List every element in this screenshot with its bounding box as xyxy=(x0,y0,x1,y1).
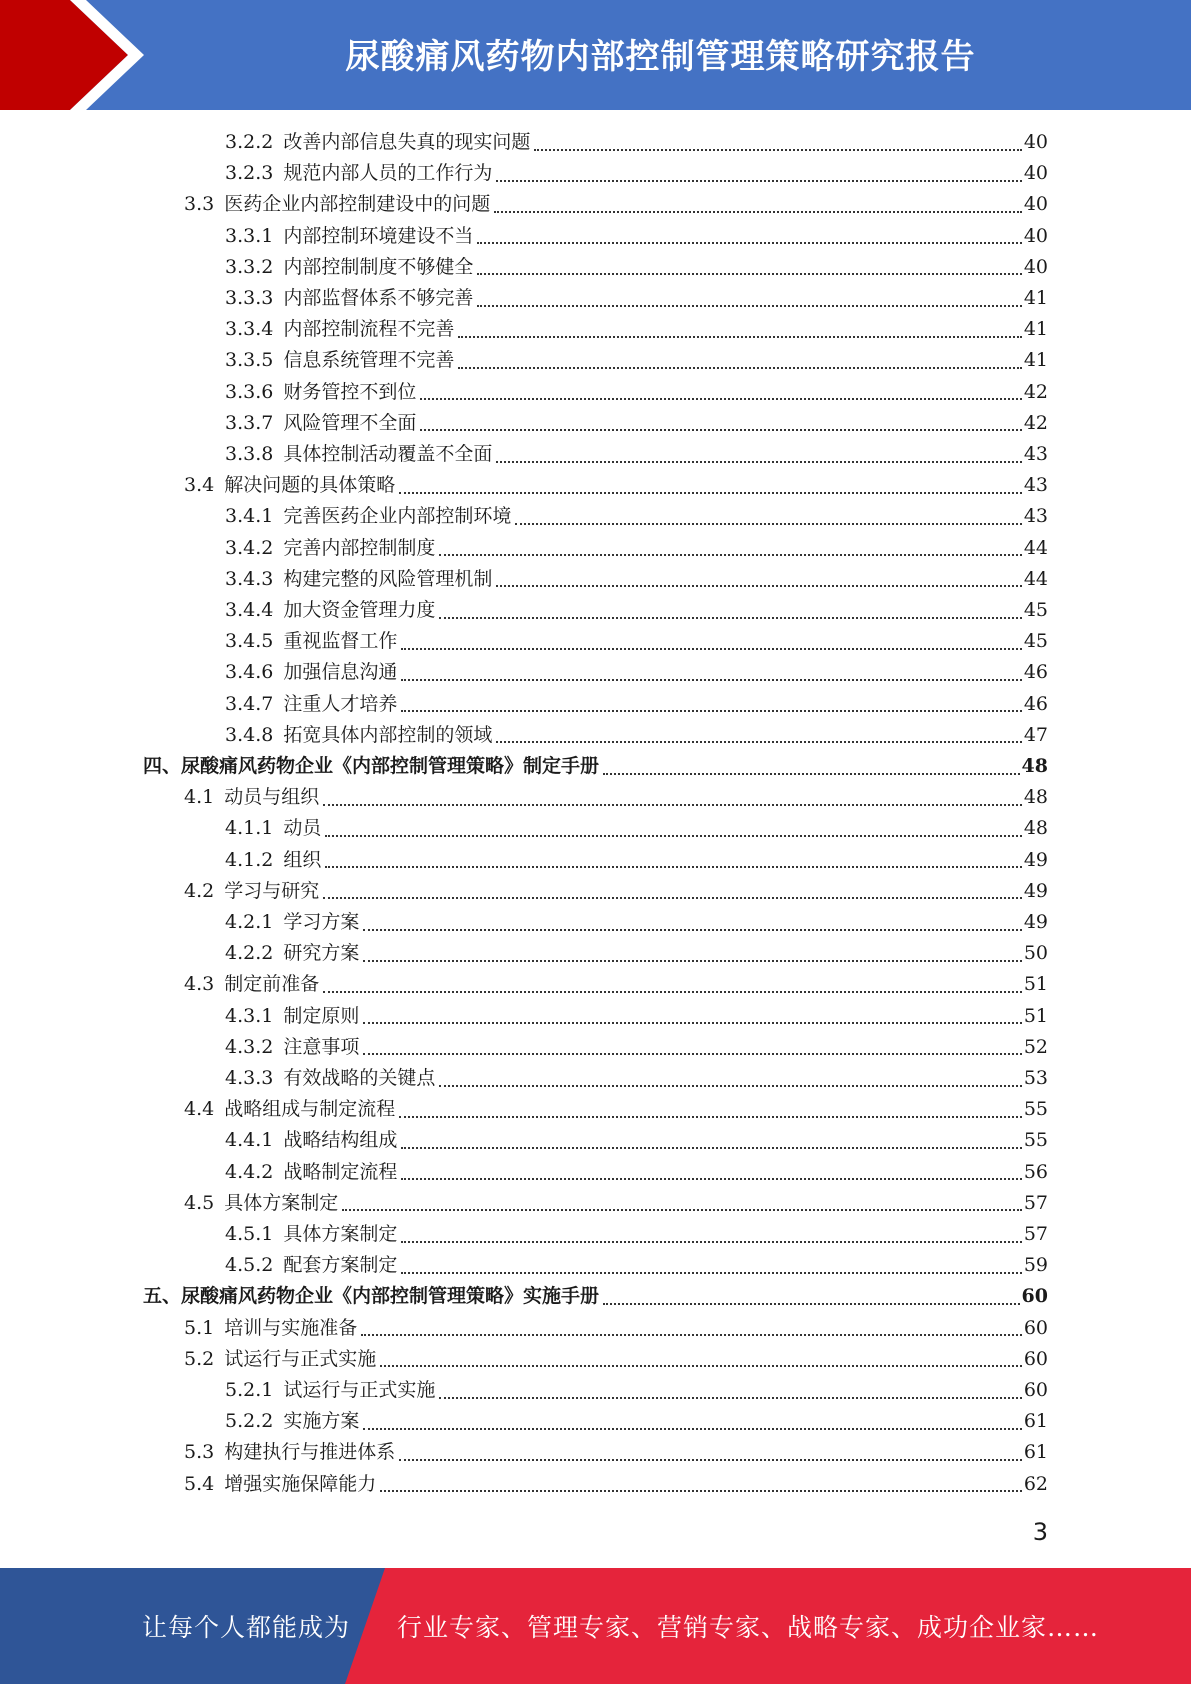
toc-entry[interactable] xyxy=(184,189,1048,220)
toc-entry[interactable] xyxy=(184,1344,1048,1375)
toc-entry-title: 构建执行与推进体系 xyxy=(224,1441,396,1464)
toc-entry-title: 风险管理不全面 xyxy=(283,411,417,434)
toc-entry[interactable] xyxy=(225,158,1048,189)
toc-entry[interactable] xyxy=(225,938,1048,969)
toc-entry-title: 动员 xyxy=(283,817,322,840)
toc-entry-title: 规范内部人员的工作行为 xyxy=(283,162,493,185)
toc-entry[interactable] xyxy=(225,377,1048,408)
toc-dot-leader xyxy=(401,1241,1021,1243)
toc-entry-title: 试运行与正式实施 xyxy=(224,1347,377,1370)
toc-entry-title: 战略组成与制定流程 xyxy=(224,1098,396,1121)
toc-entry-page: 60 xyxy=(1023,1347,1048,1370)
toc-entry-number: 3.3 xyxy=(184,193,215,216)
toc-entry-number: 3.3.3 xyxy=(225,287,274,309)
toc-dot-leader xyxy=(399,1459,1022,1461)
toc-entry-page: 46 xyxy=(1023,661,1048,684)
toc-entry[interactable] xyxy=(225,345,1048,376)
toc-entry-page: 60 xyxy=(1023,1316,1048,1339)
toc-entry-page: 41 xyxy=(1023,349,1048,372)
toc-entry-number: 5.2.2 xyxy=(225,1410,274,1433)
toc-dot-leader xyxy=(420,429,1021,431)
toc-entry-number: 四、 xyxy=(143,755,182,777)
toc-entry-title: 加强信息沟通 xyxy=(283,661,398,684)
toc-entry-page: 50 xyxy=(1023,942,1048,965)
toc-dot-leader xyxy=(342,1209,1022,1211)
toc-entry[interactable] xyxy=(225,1375,1048,1406)
toc-dot-leader xyxy=(399,1116,1022,1118)
toc-dot-leader xyxy=(439,1085,1021,1087)
toc-entry-title: 拓宽具体内部控制的领域 xyxy=(283,723,493,746)
toc-entry[interactable] xyxy=(225,1219,1048,1250)
toc-entry-page: 47 xyxy=(1023,723,1048,746)
toc-entry-number: 4.4.1 xyxy=(225,1129,274,1152)
toc-entry-number: 3.3.7 xyxy=(225,411,274,434)
toc-entry[interactable] xyxy=(225,501,1048,532)
toc-entry-page: 44 xyxy=(1023,567,1048,590)
toc-entry-page: 48 xyxy=(1023,786,1048,809)
toc-dot-leader xyxy=(534,149,1021,151)
toc-dot-leader xyxy=(361,1334,1022,1336)
toc-dot-leader xyxy=(496,741,1021,743)
toc-entry-page: 44 xyxy=(1023,536,1048,559)
toc-dot-leader xyxy=(420,398,1021,400)
toc-entry-page: 62 xyxy=(1023,1472,1048,1495)
toc-dot-leader xyxy=(458,367,1021,369)
toc-entry-page: 43 xyxy=(1023,505,1048,528)
toc-entry[interactable] xyxy=(225,1250,1048,1281)
toc-entry-title: 尿酸痛风药物企业《内部控制管理策略》实施手册 xyxy=(181,1285,600,1308)
toc-entry[interactable] xyxy=(225,720,1048,751)
toc-entry-page: 45 xyxy=(1023,630,1048,653)
toc-dot-leader xyxy=(399,492,1022,494)
toc-entry-page: 40 xyxy=(1023,131,1048,153)
toc-dot-leader xyxy=(477,273,1021,275)
toc-entry[interactable] xyxy=(225,907,1048,938)
toc-entry-number: 3.2.2 xyxy=(225,131,274,153)
toc-entry-page: 59 xyxy=(1023,1254,1048,1277)
toc-entry-page: 42 xyxy=(1023,411,1048,434)
toc-entry[interactable] xyxy=(225,813,1048,844)
toc-entry-number: 4.3.1 xyxy=(225,1004,274,1027)
toc-entry[interactable] xyxy=(225,1157,1048,1188)
toc-entry-page: 60 xyxy=(1023,1379,1048,1401)
document-title: 尿酸痛风药物内部控制管理策略研究报告 xyxy=(345,36,976,77)
toc-entry-page: 48 xyxy=(1023,817,1048,840)
toc-entry-number: 4.3.3 xyxy=(225,1067,274,1089)
page-header xyxy=(0,0,1191,110)
toc-dot-leader xyxy=(477,242,1021,244)
toc-entry-title: 学习方案 xyxy=(283,911,360,933)
toc-entry[interactable] xyxy=(184,969,1048,1000)
toc-entry[interactable] xyxy=(225,595,1048,626)
toc-entry-number: 4.5.2 xyxy=(225,1254,274,1277)
toc-entry-number: 4.3.2 xyxy=(225,1035,274,1058)
toc-entry[interactable] xyxy=(225,283,1048,314)
toc-entry[interactable] xyxy=(225,1406,1048,1437)
toc-entry-number: 3.2.3 xyxy=(225,162,274,185)
toc-entry-page: 56 xyxy=(1023,1160,1048,1183)
toc-entry-number: 4.5 xyxy=(184,1191,215,1214)
toc-entry-title: 组织 xyxy=(283,848,322,871)
page-footer xyxy=(0,1568,1191,1684)
toc-entry-number: 4.1 xyxy=(184,786,215,809)
toc-entry-number: 3.3.1 xyxy=(225,224,274,247)
toc-entry-number: 3.3.5 xyxy=(225,349,274,372)
toc-entry-title: 构建完整的风险管理机制 xyxy=(283,567,493,590)
toc-entry-number: 4.4.2 xyxy=(225,1160,274,1183)
toc-entry-number: 4.5.1 xyxy=(225,1223,274,1245)
toc-entry-page: 45 xyxy=(1023,599,1048,621)
toc-entry[interactable] xyxy=(143,1281,1048,1312)
toc-dot-leader xyxy=(439,554,1021,556)
toc-entry-title: 具体方案制定 xyxy=(283,1223,398,1245)
toc-dot-leader xyxy=(401,1272,1021,1274)
toc-entry-number: 4.1.2 xyxy=(225,848,274,871)
toc-entry[interactable] xyxy=(225,533,1048,564)
toc-entry[interactable] xyxy=(225,1032,1048,1063)
toc-entry-title: 重视监督工作 xyxy=(283,630,398,653)
toc-dot-leader xyxy=(325,866,1021,868)
toc-entry-number: 5.1 xyxy=(184,1316,215,1339)
toc-entry-title: 完善内部控制制度 xyxy=(283,536,436,559)
footer-slogan-left: 让每个人都能成为 xyxy=(142,1613,351,1642)
toc-entry[interactable] xyxy=(184,470,1048,501)
toc-entry[interactable] xyxy=(225,408,1048,439)
toc-entry-page: 46 xyxy=(1023,692,1048,715)
toc-entry-number: 4.2.2 xyxy=(225,942,274,965)
toc-entry[interactable] xyxy=(225,1063,1048,1094)
toc-entry-title: 加大资金管理力度 xyxy=(283,599,436,621)
toc-entry[interactable] xyxy=(143,751,1048,782)
toc-entry-title: 内部控制制度不够健全 xyxy=(283,255,474,278)
toc-entry-page: 40 xyxy=(1023,162,1048,185)
toc-entry[interactable] xyxy=(225,252,1048,283)
toc-entry-number: 5.3 xyxy=(184,1441,215,1464)
toc-entry-number: 4.4 xyxy=(184,1098,215,1121)
toc-entry-page: 55 xyxy=(1023,1129,1048,1152)
toc-entry-number: 3.4 xyxy=(184,474,215,497)
toc-entry-title: 制定原则 xyxy=(283,1004,360,1027)
toc-entry-number: 3.4.1 xyxy=(225,505,274,528)
toc-dot-leader xyxy=(323,897,1022,899)
toc-entry-title: 改善内部信息失真的现实问题 xyxy=(283,131,531,153)
toc-entry[interactable] xyxy=(184,1188,1048,1219)
toc-entry-title: 实施方案 xyxy=(283,1410,360,1433)
toc-entry-title: 内部控制环境建设不当 xyxy=(283,224,474,247)
toc-entry[interactable] xyxy=(225,657,1048,688)
toc-entry-title: 培训与实施准备 xyxy=(224,1316,358,1339)
toc-dot-leader xyxy=(603,1303,1020,1305)
toc-entry[interactable] xyxy=(225,1001,1048,1032)
toc-dot-leader xyxy=(380,1365,1022,1367)
toc-entry-page: 51 xyxy=(1023,973,1048,996)
toc-dot-leader xyxy=(401,1178,1021,1180)
toc-dot-leader xyxy=(458,336,1021,338)
toc-entry-title: 增强实施保障能力 xyxy=(224,1472,377,1495)
toc-entry[interactable] xyxy=(225,845,1048,876)
toc-entry[interactable] xyxy=(184,782,1048,813)
toc-dot-leader xyxy=(496,585,1021,587)
toc-entry-number: 5.2 xyxy=(184,1347,215,1370)
toc-entry-title: 内部监督体系不够完善 xyxy=(283,287,474,309)
toc-entry-page: 41 xyxy=(1023,287,1048,309)
toc-entry[interactable] xyxy=(225,221,1048,252)
toc-entry-title: 注意事项 xyxy=(283,1035,360,1058)
toc-entry-title: 具体方案制定 xyxy=(224,1191,339,1214)
toc-entry-page: 61 xyxy=(1023,1410,1048,1433)
toc-entry-number: 3.4.7 xyxy=(225,692,274,715)
toc-dot-leader xyxy=(496,180,1021,182)
toc-dot-leader xyxy=(363,960,1021,962)
toc-entry-page: 41 xyxy=(1023,318,1048,341)
toc-entry[interactable] xyxy=(225,689,1048,720)
toc-entry-number: 3.4.8 xyxy=(225,723,274,746)
toc-entry-number: 3.4.6 xyxy=(225,661,274,684)
toc-entry-title: 财务管控不到位 xyxy=(283,380,417,403)
toc-entry[interactable] xyxy=(225,564,1048,595)
toc-entry-title: 试运行与正式实施 xyxy=(283,1379,436,1401)
toc-entry-page: 53 xyxy=(1023,1067,1048,1089)
toc-dot-leader xyxy=(401,1147,1021,1149)
toc-entry-title: 动员与组织 xyxy=(224,786,320,809)
toc-dot-leader xyxy=(323,804,1022,806)
toc-dot-leader xyxy=(380,1490,1022,1492)
toc-entry-page: 51 xyxy=(1023,1004,1048,1027)
toc-entry-page: 57 xyxy=(1023,1223,1048,1245)
toc-entry-number: 3.4.4 xyxy=(225,599,274,621)
toc-entry-number: 5.4 xyxy=(184,1472,215,1495)
toc-entry-title: 医药企业内部控制建设中的问题 xyxy=(224,193,491,216)
toc-entry-page: 55 xyxy=(1023,1098,1048,1121)
toc-entry-number: 3.4.2 xyxy=(225,536,274,559)
toc-entry-number: 3.3.6 xyxy=(225,380,274,403)
toc-entry-page: 43 xyxy=(1023,474,1048,497)
page-number: 3 xyxy=(1032,1518,1048,1546)
toc-entry-page: 40 xyxy=(1023,224,1048,247)
toc-dot-leader xyxy=(363,1428,1021,1430)
toc-dot-leader xyxy=(363,929,1021,931)
toc-dot-leader xyxy=(494,211,1022,213)
toc-entry-page: 60 xyxy=(1021,1285,1048,1308)
toc-entry-title: 战略制定流程 xyxy=(283,1160,398,1183)
toc-entry-title: 内部控制流程不完善 xyxy=(283,318,455,341)
toc-entry-page: 43 xyxy=(1023,443,1048,465)
footer-slogan-right: 行业专家、管理专家、营销专家、战略专家、成功企业家…… xyxy=(397,1613,1100,1642)
toc-entry-title: 战略结构组成 xyxy=(283,1129,398,1152)
toc-entry-page: 61 xyxy=(1023,1441,1048,1464)
toc-entry-number: 3.4.5 xyxy=(225,630,274,653)
toc-entry[interactable] xyxy=(184,1094,1048,1125)
toc-entry[interactable] xyxy=(184,1437,1048,1468)
toc-entry-page: 42 xyxy=(1023,380,1048,403)
toc-entry[interactable] xyxy=(225,314,1048,345)
toc-entry-page: 48 xyxy=(1021,755,1048,777)
toc-entry[interactable] xyxy=(184,876,1048,907)
toc-entry-number: 4.2 xyxy=(184,879,215,902)
toc-dot-leader xyxy=(325,835,1021,837)
toc-dot-leader xyxy=(363,1022,1021,1024)
toc-entry-number: 3.3.8 xyxy=(225,443,274,465)
toc-entry-page: 52 xyxy=(1023,1035,1048,1058)
toc-entry-number: 3.3.4 xyxy=(225,318,274,341)
toc-entry-number: 3.4.3 xyxy=(225,567,274,590)
toc-entry[interactable] xyxy=(225,626,1048,657)
toc-entry-title: 学习与研究 xyxy=(224,879,320,902)
toc-entry-number: 4.1.1 xyxy=(225,817,274,840)
header-arrow-decoration xyxy=(0,0,150,110)
toc-entry-title: 制定前准备 xyxy=(224,973,320,996)
toc-entry-title: 具体控制活动覆盖不全面 xyxy=(283,443,493,465)
toc-entry[interactable] xyxy=(225,439,1048,470)
toc-entry-title: 配套方案制定 xyxy=(283,1254,398,1277)
toc-entry-number: 五、 xyxy=(143,1285,182,1308)
toc-entry-number: 4.2.1 xyxy=(225,911,274,933)
toc-entry-title: 信息系统管理不完善 xyxy=(283,349,455,372)
toc-entry-page: 40 xyxy=(1023,193,1048,216)
toc-entry-number: 3.3.2 xyxy=(225,255,274,278)
toc-dot-leader xyxy=(323,991,1022,993)
toc-entry-title: 注重人才培养 xyxy=(283,692,398,715)
toc-entry-title: 解决问题的具体策略 xyxy=(224,474,396,497)
toc-entry-page: 49 xyxy=(1023,911,1048,933)
toc-entry-title: 完善医药企业内部控制环境 xyxy=(283,505,512,528)
toc-dot-leader xyxy=(603,773,1020,775)
toc-entry-page: 49 xyxy=(1023,848,1048,871)
toc-entry-number: 5.2.1 xyxy=(225,1379,274,1401)
toc-entry-page: 57 xyxy=(1023,1191,1048,1214)
toc-entry[interactable] xyxy=(225,127,1048,158)
toc-dot-leader xyxy=(401,710,1021,712)
toc-entry-title: 有效战略的关键点 xyxy=(283,1067,436,1089)
toc-entry-number: 4.3 xyxy=(184,973,215,996)
toc-dot-leader xyxy=(439,617,1021,619)
toc-entry-page: 49 xyxy=(1023,879,1048,902)
toc-entry[interactable] xyxy=(184,1469,1048,1500)
toc-dot-leader xyxy=(477,305,1021,307)
toc-entry-title: 尿酸痛风药物企业《内部控制管理策略》制定手册 xyxy=(181,755,600,777)
toc-dot-leader xyxy=(515,523,1021,525)
toc-dot-leader xyxy=(401,648,1021,650)
toc-entry[interactable] xyxy=(184,1313,1048,1344)
toc-entry-title: 研究方案 xyxy=(283,942,360,965)
toc-dot-leader xyxy=(363,1053,1021,1055)
toc-entry-page: 40 xyxy=(1023,255,1048,278)
toc-dot-leader xyxy=(401,679,1021,681)
toc-dot-leader xyxy=(496,461,1021,463)
toc-entry[interactable] xyxy=(225,1125,1048,1156)
toc-dot-leader xyxy=(439,1397,1021,1399)
